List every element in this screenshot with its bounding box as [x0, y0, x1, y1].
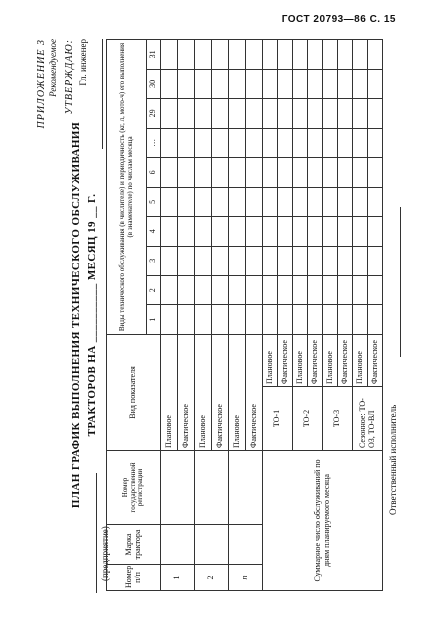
header-brand: Марка трактора: [107, 525, 161, 565]
indicator-plan: Плановое: [293, 334, 308, 386]
schedule-table: [106, 39, 383, 591]
service-type: ТО-2: [293, 387, 323, 451]
appendix-status: Рекомендуемое: [48, 39, 58, 97]
indicator-fact: Фактическое: [278, 334, 293, 386]
day-cell: 6: [147, 158, 161, 187]
indicator-plan: Плановое: [263, 334, 278, 386]
day-cell: 29: [147, 99, 161, 128]
appendix-title: ПРИЛОЖЕНИЕ 3: [36, 39, 47, 129]
page-header: ГОСТ 20793—86 С. 15: [281, 14, 396, 25]
responsible-label: Ответственный исполнитель: [388, 404, 398, 515]
indicator-fact: Фактическое: [178, 334, 195, 450]
row-num: 1: [161, 565, 195, 591]
indicator-fact: Фактическое: [212, 334, 229, 450]
indicator-plan: Плановое: [353, 334, 368, 386]
header-registration: Номер государственной регистрации: [107, 451, 161, 525]
header-indicator: Вид показателя: [107, 334, 161, 450]
day-cell: 3: [147, 246, 161, 275]
indicator-fact: Фактическое: [338, 334, 353, 386]
indicator-fact: Фактическое: [308, 334, 323, 386]
service-type: ТО-1: [263, 387, 293, 451]
form-title-line1: ПЛАН ГРАФИК ВЫПОЛНЕНИЯ ТЕХНИЧЕСКОГО ОБСЛУЖИВАНИЯ: [70, 121, 82, 509]
header-num: Номер п/п: [107, 565, 161, 591]
header-dates: Виды технического обслуживания (в числителе) и периодичность (кг, л, мото-ч) его выполнения (в знаменателе) по числам месяца: [107, 40, 147, 335]
indicator-plan: Плановое: [323, 334, 338, 386]
indicator-plan: Плановое: [229, 334, 246, 450]
day-cell: 5: [147, 187, 161, 216]
service-type: Сезонное: ТО-ОЗ, ТО-ВЛ: [353, 387, 383, 451]
rotated-form: [34, 35, 414, 595]
indicator-plan: Плановое: [161, 334, 178, 450]
enterprise-label: (предприятие): [100, 526, 110, 581]
day-cell: 1: [147, 305, 161, 334]
indicator-plan: Плановое: [195, 334, 212, 450]
summary-label: Суммарное число обслуживаний по дням планируемого месяца: [263, 451, 383, 591]
row-num: n: [229, 565, 263, 591]
service-type: ТО-3: [323, 387, 353, 451]
row-num: 2: [195, 565, 229, 591]
indicator-fact: Фактическое: [368, 334, 383, 386]
approval-position: Гл. инженер: [78, 39, 88, 86]
day-cell: …: [147, 128, 161, 157]
approval-label: УТВЕРЖДАЮ:: [64, 39, 75, 115]
responsible-line: [400, 207, 401, 357]
form-title-line2: ТРАКТОРОВ НА __________ МЕСЯЦ 19 __ Г.: [86, 193, 98, 437]
indicator-fact: Фактическое: [246, 334, 263, 450]
day-cell: 4: [147, 217, 161, 246]
day-cell: 2: [147, 276, 161, 305]
day-cell: 30: [147, 69, 161, 98]
day-cell: 31: [147, 40, 161, 70]
